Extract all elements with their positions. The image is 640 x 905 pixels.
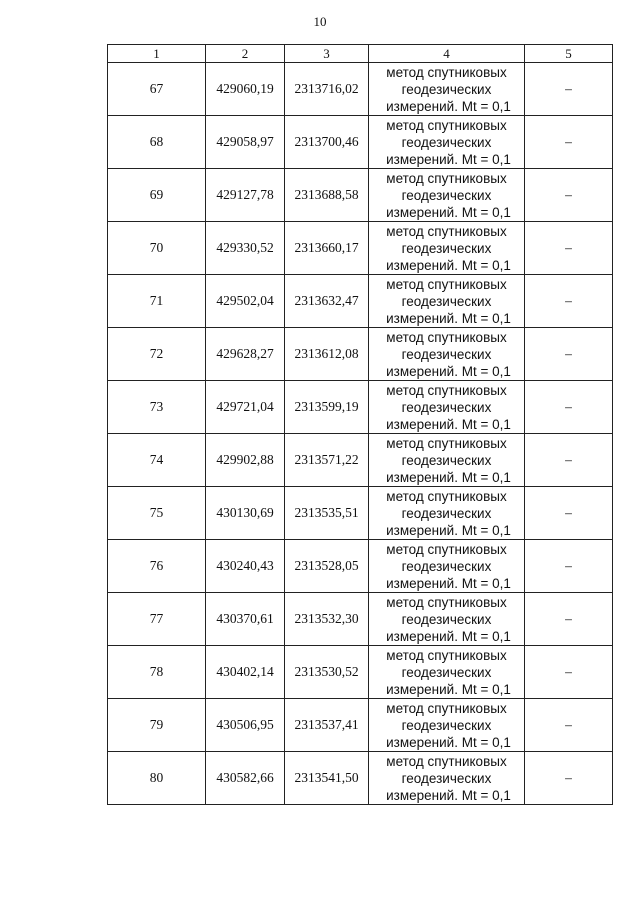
method-line: измерений. Mt = 0,1 [386, 575, 511, 591]
table-row [108, 116, 613, 169]
method-line: измерений. Mt = 0,1 [386, 628, 511, 644]
point-number-cell: 79 [108, 699, 206, 752]
x-coordinate-cell: 430506,95 [206, 699, 285, 752]
y-coordinate-cell: 2313541,50 [285, 752, 369, 805]
point-number-cell: 73 [108, 381, 206, 434]
table-row [108, 222, 613, 275]
column-header-1: 1 [108, 45, 206, 63]
note-cell: – [525, 328, 613, 381]
method-line: измерений. Mt = 0,1 [386, 151, 511, 167]
method-line: измерений. Mt = 0,1 [386, 787, 511, 803]
point-number-cell: 70 [108, 222, 206, 275]
method-line: метод спутниковых [386, 435, 507, 451]
point-number-cell: 68 [108, 116, 206, 169]
method-line: геодезических [401, 717, 492, 733]
method-line: геодезических [401, 240, 492, 256]
x-coordinate-cell: 429060,19 [206, 63, 285, 116]
method-cell [369, 275, 525, 328]
method-cell [369, 434, 525, 487]
note-cell: – [525, 169, 613, 222]
method-line: измерений. Mt = 0,1 [386, 257, 511, 273]
method-line: геодезических [401, 611, 492, 627]
table-row [108, 328, 613, 381]
point-number-cell: 78 [108, 646, 206, 699]
point-number-cell: 76 [108, 540, 206, 593]
method-cell [369, 646, 525, 699]
point-number-cell: 80 [108, 752, 206, 805]
x-coordinate-cell: 429721,04 [206, 381, 285, 434]
method-line: геодезических [401, 187, 492, 203]
table-header-row [108, 45, 613, 63]
method-cell [369, 222, 525, 275]
table-row [108, 275, 613, 328]
x-coordinate-cell: 429127,78 [206, 169, 285, 222]
y-coordinate-cell: 2313716,02 [285, 63, 369, 116]
x-coordinate-cell: 429502,04 [206, 275, 285, 328]
method-line: измерений. Mt = 0,1 [386, 469, 511, 485]
method-line: геодезических [401, 452, 492, 468]
x-coordinate-cell: 429628,27 [206, 328, 285, 381]
method-line: метод спутниковых [386, 382, 507, 398]
method-cell [369, 116, 525, 169]
table-row [108, 699, 613, 752]
method-line: измерений. Mt = 0,1 [386, 522, 511, 538]
method-line: измерений. Mt = 0,1 [386, 98, 511, 114]
method-cell [369, 63, 525, 116]
y-coordinate-cell: 2313528,05 [285, 540, 369, 593]
method-line: геодезических [401, 399, 492, 415]
note-cell: – [525, 646, 613, 699]
note-cell: – [525, 699, 613, 752]
method-line: геодезических [401, 134, 492, 150]
table-body [108, 63, 613, 805]
method-line: геодезических [401, 293, 492, 309]
method-line: измерений. Mt = 0,1 [386, 310, 511, 326]
method-line: метод спутниковых [386, 541, 507, 557]
x-coordinate-cell: 429330,52 [206, 222, 285, 275]
y-coordinate-cell: 2313532,30 [285, 593, 369, 646]
method-cell [369, 381, 525, 434]
table-row [108, 593, 613, 646]
column-header-5: 5 [525, 45, 613, 63]
note-cell: – [525, 434, 613, 487]
y-coordinate-cell: 2313612,08 [285, 328, 369, 381]
column-header-3: 3 [285, 45, 369, 63]
x-coordinate-cell: 430402,14 [206, 646, 285, 699]
method-line: метод спутниковых [386, 753, 507, 769]
y-coordinate-cell: 2313571,22 [285, 434, 369, 487]
method-line: метод спутниковых [386, 700, 507, 716]
method-line: метод спутниковых [386, 223, 507, 239]
point-number-cell: 72 [108, 328, 206, 381]
method-line: метод спутниковых [386, 276, 507, 292]
y-coordinate-cell: 2313688,58 [285, 169, 369, 222]
method-cell [369, 328, 525, 381]
method-line: геодезических [401, 81, 492, 97]
page-number: 10 [313, 14, 327, 29]
table-row [108, 169, 613, 222]
y-coordinate-cell: 2313599,19 [285, 381, 369, 434]
x-coordinate-cell: 430240,43 [206, 540, 285, 593]
method-line: геодезических [401, 664, 492, 680]
x-coordinate-cell: 430582,66 [206, 752, 285, 805]
note-cell: – [525, 487, 613, 540]
method-line: измерений. Mt = 0,1 [386, 204, 511, 220]
table-row [108, 752, 613, 805]
table-row [108, 63, 613, 116]
method-line: геодезических [401, 558, 492, 574]
table-row [108, 381, 613, 434]
method-cell [369, 593, 525, 646]
column-header-2: 2 [206, 45, 285, 63]
x-coordinate-cell: 429058,97 [206, 116, 285, 169]
note-cell: – [525, 752, 613, 805]
method-line: метод спутниковых [386, 329, 507, 345]
note-cell: – [525, 222, 613, 275]
x-coordinate-cell: 430130,69 [206, 487, 285, 540]
method-cell [369, 487, 525, 540]
coordinates-table [107, 44, 613, 805]
x-coordinate-cell: 430370,61 [206, 593, 285, 646]
point-number-cell: 75 [108, 487, 206, 540]
y-coordinate-cell: 2313660,17 [285, 222, 369, 275]
method-line: метод спутниковых [386, 647, 507, 663]
x-coordinate-cell: 429902,88 [206, 434, 285, 487]
y-coordinate-cell: 2313537,41 [285, 699, 369, 752]
point-number-cell: 69 [108, 169, 206, 222]
table-row [108, 434, 613, 487]
note-cell: – [525, 63, 613, 116]
point-number-cell: 77 [108, 593, 206, 646]
method-line: метод спутниковых [386, 488, 507, 504]
method-line: геодезических [401, 770, 492, 786]
method-cell [369, 752, 525, 805]
table-row [108, 487, 613, 540]
point-number-cell: 71 [108, 275, 206, 328]
y-coordinate-cell: 2313632,47 [285, 275, 369, 328]
table-row [108, 540, 613, 593]
column-header-4: 4 [369, 45, 525, 63]
method-line: измерений. Mt = 0,1 [386, 363, 511, 379]
note-cell: – [525, 275, 613, 328]
y-coordinate-cell: 2313535,51 [285, 487, 369, 540]
method-line: метод спутниковых [386, 117, 507, 133]
y-coordinate-cell: 2313530,52 [285, 646, 369, 699]
method-line: измерений. Mt = 0,1 [386, 416, 511, 432]
note-cell: – [525, 116, 613, 169]
table-row [108, 646, 613, 699]
method-line: метод спутниковых [386, 170, 507, 186]
note-cell: – [525, 593, 613, 646]
point-number-cell: 67 [108, 63, 206, 116]
method-cell [369, 699, 525, 752]
note-cell: – [525, 540, 613, 593]
y-coordinate-cell: 2313700,46 [285, 116, 369, 169]
method-line: метод спутниковых [386, 64, 507, 80]
method-line: измерений. Mt = 0,1 [386, 734, 511, 750]
note-cell: – [525, 381, 613, 434]
method-cell [369, 169, 525, 222]
method-cell [369, 540, 525, 593]
method-line: метод спутниковых [386, 594, 507, 610]
method-line: геодезических [401, 505, 492, 521]
method-line: геодезических [401, 346, 492, 362]
point-number-cell: 74 [108, 434, 206, 487]
method-line: измерений. Mt = 0,1 [386, 681, 511, 697]
